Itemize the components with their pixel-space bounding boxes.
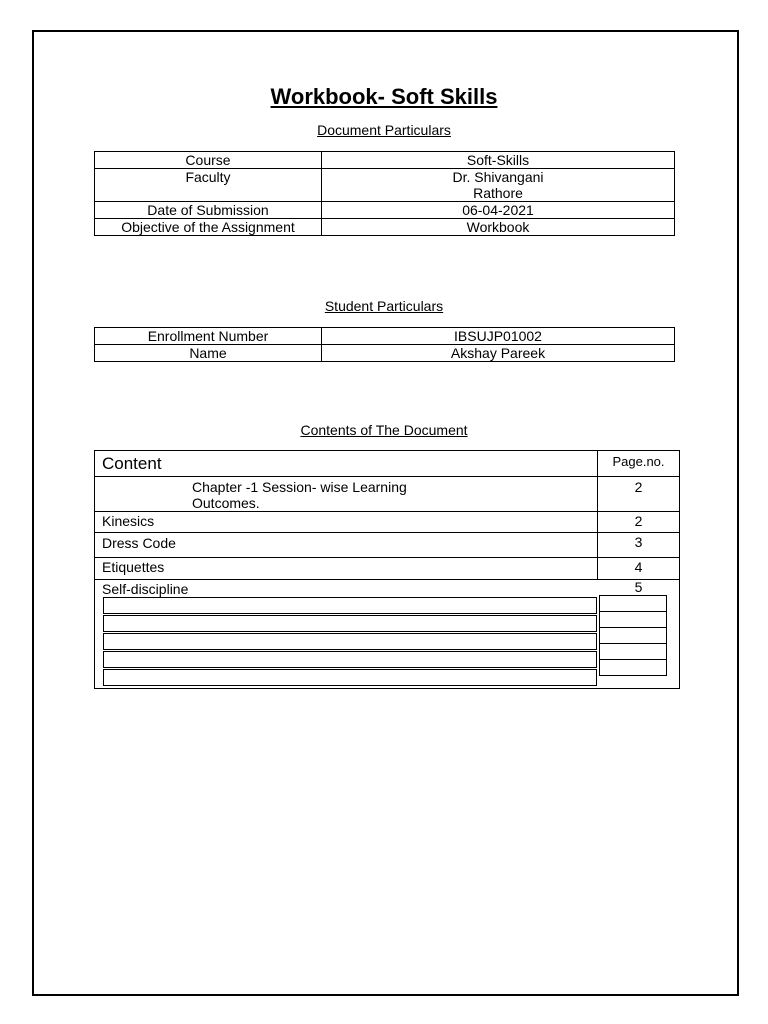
empty-page-cell	[599, 643, 667, 660]
row-value	[322, 169, 675, 202]
faculty-line-1: Dr. Shivangani	[452, 169, 544, 185]
table-row	[95, 202, 675, 219]
row-label: Date of Submission	[95, 202, 322, 219]
empty-row	[103, 597, 597, 614]
row-label: Name	[95, 345, 322, 362]
content-item-kinesics: Kinesics	[102, 513, 155, 529]
content-page-number: 3	[634, 534, 643, 550]
doc-particulars-table	[94, 151, 675, 236]
content-item-dress-code: Dress Code	[102, 535, 176, 551]
row-divider	[95, 476, 679, 477]
row-divider	[95, 579, 679, 580]
table-row	[95, 169, 675, 202]
contents-table	[94, 450, 680, 689]
row-label: Course	[95, 152, 322, 169]
page-column-header: Page.no.	[612, 454, 665, 469]
empty-row	[103, 669, 597, 686]
row-label: Enrollment Number	[95, 328, 322, 345]
row-value: 06-04-2021	[322, 202, 675, 219]
doc-particulars-heading: Document Particulars	[317, 122, 451, 138]
row-divider	[95, 532, 679, 533]
content-item-etiquettes: Etiquettes	[102, 559, 165, 575]
contents-heading: Contents of The Document	[300, 422, 468, 438]
row-divider	[95, 557, 679, 558]
empty-page-cell	[599, 627, 667, 644]
row-label: Objective of the Assignment	[95, 219, 322, 236]
empty-row	[103, 651, 597, 668]
empty-row	[103, 615, 597, 632]
content-item-self-discipline: Self-discipline	[102, 581, 189, 597]
table-row	[95, 152, 675, 169]
table-row	[95, 345, 675, 362]
row-value: Akshay Pareek	[322, 345, 675, 362]
table-row	[95, 219, 675, 236]
document-title: Workbook- Soft Skills	[270, 84, 498, 109]
empty-row	[103, 633, 597, 650]
row-label: Faculty	[95, 169, 322, 202]
content-page-number: 5	[634, 579, 643, 595]
content-column-header: Content	[102, 454, 162, 473]
content-page-number: 2	[634, 513, 643, 529]
empty-page-cell	[599, 611, 667, 628]
row-value: Workbook	[322, 219, 675, 236]
row-value: IBSUJP01002	[322, 328, 675, 345]
table-row	[95, 328, 675, 345]
empty-page-cell	[599, 659, 667, 676]
student-particulars-heading: Student Particulars	[324, 298, 444, 314]
row-value: Soft-Skills	[322, 152, 675, 169]
content-item-chapter-line1: Chapter -1 Session- wise Learning	[192, 479, 407, 495]
content-item-chapter-line2: Outcomes.	[192, 495, 260, 511]
student-particulars-table	[94, 327, 675, 362]
row-divider	[95, 511, 679, 512]
content-page-number: 2	[634, 479, 643, 495]
faculty-line-2: Rathore	[473, 185, 523, 201]
content-page-number: 4	[634, 559, 643, 575]
empty-page-cell	[599, 595, 667, 612]
